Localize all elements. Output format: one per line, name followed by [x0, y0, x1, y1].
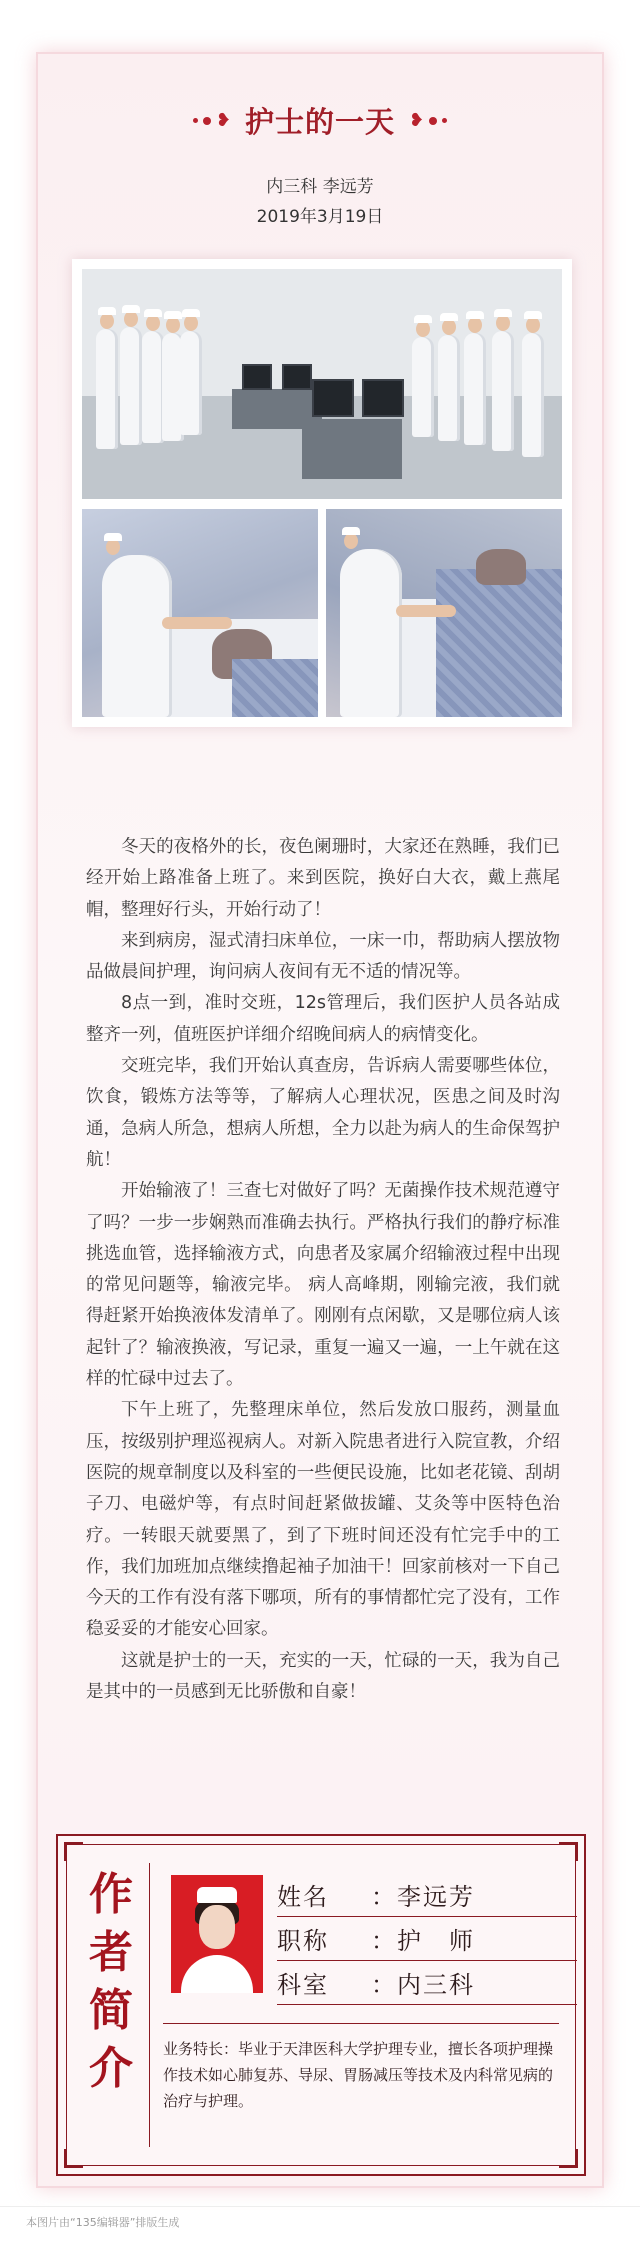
name-label: 姓名 — [277, 1883, 329, 1911]
title-decoration-right — [409, 109, 447, 131]
dept-value: 内三科 — [397, 1971, 475, 1999]
profile-heading-char: 介 — [89, 2043, 133, 2094]
profile-title-row — [277, 1917, 577, 1961]
title-separator: ： — [371, 1927, 397, 1955]
dept-label: 科室 — [277, 1971, 329, 1999]
article-title: 护士的一天 — [244, 105, 395, 139]
profile-info — [277, 1873, 577, 2005]
author-avatar — [171, 1875, 263, 1993]
article-date: 2019年3月19日 — [256, 207, 384, 227]
article-author: 内三科 李远芳 — [266, 177, 374, 197]
title-value: 护 师 — [397, 1927, 475, 1955]
profile-skills — [163, 2023, 559, 2151]
title-row — [38, 100, 602, 141]
photo-bedside-nursing — [326, 509, 562, 717]
paragraph: 这就是护士的一天，充实的一天，忙碌的一天，我为自己是其中的一员感到无比骄傲和自豪！ — [86, 1650, 560, 1703]
name-value: 李远芳 — [397, 1883, 475, 1911]
paragraph: 下午上班了，先整理床单位，然后发放口服药，测量血压，按级别护理巡视病人。对新入院患者进行入院宣教，介绍医院的规章制度以及科室的一些便民设施，比如老花镜、刮胡子刀、电磁炉等，有点时间赶紧做拔罐、艾灸等中医特色治疗。一转眼天就要黑了，到了下班时间还没有忙完手中的工作，我们加班加点继续撸起袖子加油干！回家前核对一下自己今天的工作有没有落下哪项，所有的事情都忙完了没有，工作稳妥妥的才能安心回家。 — [86, 1400, 560, 1640]
article-body — [86, 832, 560, 1708]
name-separator: ： — [371, 1883, 397, 1911]
dept-separator: ： — [371, 1971, 397, 1999]
footer-divider — [0, 2206, 640, 2207]
heart-icon: ❥ — [215, 109, 231, 131]
article-card — [36, 52, 604, 2188]
paragraph: 8点一到，准时交班，12s管理后，我们医护人员各站成整齐一列，值班医护详细介绍晚间病人的病情变化。 — [86, 993, 560, 1045]
author-profile — [56, 1834, 586, 2176]
photo-infusion-care — [82, 509, 318, 717]
skill-text: 毕业于天津医科大学护理专业，擅长各项护理操作技术如心肺复苏、导尿、胃肠减压等技术及内科常见病的治疗与护理。 — [163, 2040, 554, 2110]
profile-divider — [149, 1863, 150, 2147]
profile-heading-char: 简 — [89, 1985, 133, 2036]
profile-inner-frame — [66, 1844, 576, 2166]
title-label: 职称 — [277, 1927, 329, 1955]
heart-icon: ❥ — [409, 109, 425, 131]
profile-dept-row — [277, 1961, 577, 2005]
photo-collage — [72, 259, 572, 727]
paragraph: 交班完毕，我们开始认真查房，告诉病人需要哪些体位，饮食，锻炼方法等等，了解病人心理状况，医患之间及时沟通，急病人所急，想病人所想，全力以赴为病人的生命保驾护航！ — [86, 1056, 560, 1170]
title-decoration-left — [193, 109, 231, 131]
paragraph: 开始输液了！三查七对做好了吗？无菌操作技术规范遵守了吗？一步一步娴熟而准确去执行。严格执行我们的静疗标准挑选血管，选择输液方式，向患者及家属介绍输液过程中出现的常见问题等，输液完毕。 病人高峰期，刚输完液，我们就得赶紧开始换液体发清单了。刚刚有点闲歇，又是哪位病人该起针了？输液换液，写记录，重复一遍又一遍，一上午就在这样的忙碌中过去了。 — [86, 1181, 560, 1390]
paragraph: 冬天的夜格外的长，夜色阑珊时，大家还在熟睡，我们已经开始上路准备上班了。来到医院，换好白大衣，戴上燕尾帽，整理好行头，开始行动了！ — [86, 837, 560, 920]
profile-heading-char: 作 — [89, 1869, 133, 1920]
paragraph: 来到病房，湿式清扫床单位，一床一巾，帮助病人摆放物品做晨间护理，询问病人夜间有无不适的情况等。 — [86, 930, 560, 983]
footer-note: 本图片由“135编辑器”排版生成 — [26, 2216, 180, 2229]
photo-shift-handover — [82, 269, 562, 499]
profile-heading-char: 者 — [89, 1927, 133, 1978]
profile-heading — [81, 1869, 141, 2094]
profile-name-row — [277, 1873, 577, 1917]
skill-label: 业务特长： — [163, 2040, 239, 2058]
